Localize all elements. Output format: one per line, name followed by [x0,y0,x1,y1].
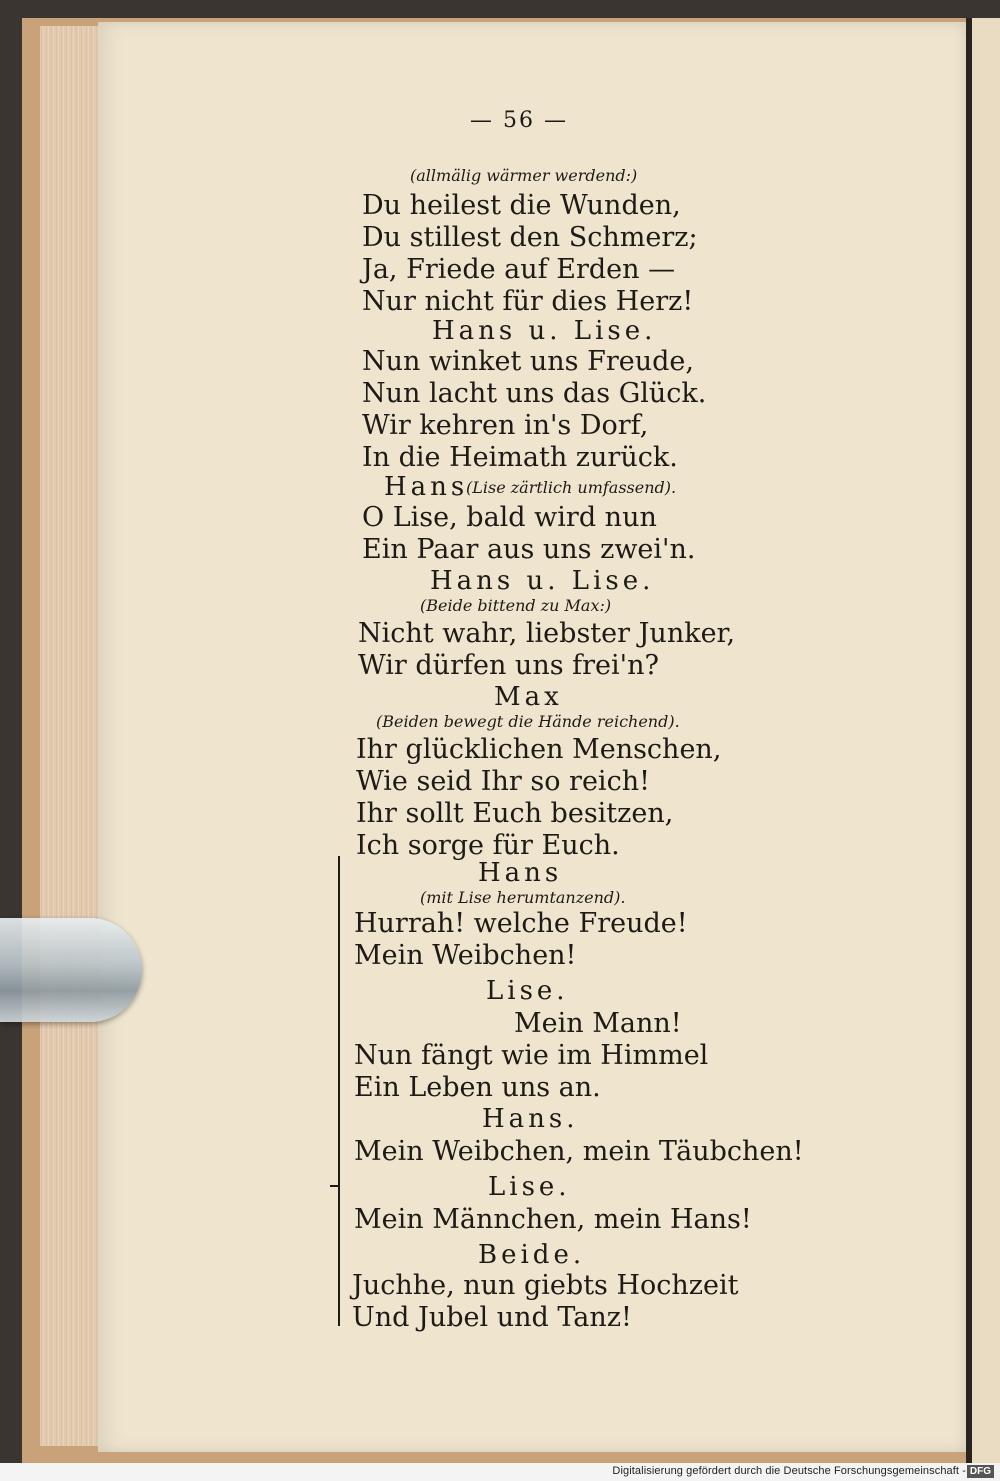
verse-line: Ein Leben uns an. [354,1072,601,1103]
verse-line: In die Heimath zurück. [362,442,678,473]
verse-line: Ein Paar aus uns zwei'n. [362,534,696,565]
speaker-heading: Beide. [478,1240,586,1270]
page-holder-clip [0,918,142,1022]
stage-direction: (Beide bittend zu Max:) [420,596,612,615]
verse-line: Nicht wahr, liebster Junker, [358,618,736,649]
verse-line: Ich sorge für Euch. [356,830,620,861]
speaker-heading: Lise. [488,1172,571,1202]
verse-line: Ihr glücklichen Menschen, [356,734,722,765]
speaker-heading: Hans [478,858,563,888]
speaker-heading: Lise. [486,976,569,1006]
verse-line: Juchhe, nun giebts Hochzeit [352,1270,739,1301]
page-edges [40,26,102,1446]
verse-line: Mein Weibchen, mein Täubchen! [354,1136,804,1167]
ensemble-brace-point [330,1185,340,1187]
speaker-heading: Hans u. Lise. [430,566,655,596]
speaker-heading: Max [494,682,563,712]
verse-line: Mein Weibchen! [354,940,577,971]
facing-page-edge [966,18,1000,1468]
verse-line: Wie seid Ihr so reich! [356,766,650,797]
verse-line: O Lise, bald wird nun [362,502,657,533]
stage-direction: (allmälig wärmer werdend:) [410,166,638,185]
verse-line: Ja, Friede auf Erden — [362,254,676,285]
verse-line: Wir dürfen uns frei'n? [358,650,659,681]
verse-line: Und Jubel und Tanz! [352,1302,632,1333]
verse-line: Hurrah! welche Freude! [354,908,688,939]
verse-line: Nun fängt wie im Himmel [354,1040,709,1071]
speaker-heading: Hans [384,472,469,502]
stage-direction: (mit Lise herumtanzend). [420,888,626,907]
verse-line: Mein Mann! [514,1008,682,1039]
verse-line: Du heilest die Wunden, [362,190,681,221]
speaker-heading: Hans u. Lise. [432,316,657,346]
funding-credit: Digitalisierung gefördert durch die Deutsche Forschungsgemeinschaft - [612,1465,966,1477]
speaker-heading: Hans. [482,1104,579,1134]
verse-line: Nur nicht für dies Herz! [362,286,694,317]
verse-line: Wir kehren in's Dorf, [362,410,649,441]
stage-direction: (Beiden bewegt die Hände reichend). [376,712,680,731]
verse-line: Nun winket uns Freude, [362,346,694,377]
verse-line: Du stillest den Schmerz; [362,222,698,253]
verse-line: Nun lacht uns das Glück. [362,378,707,409]
page-number: — 56 — [470,108,568,133]
ensemble-brace [338,856,350,1326]
stage-direction: (Lise zärtlich umfassend). [466,478,677,497]
dfg-logo: DFG [967,1465,994,1478]
verse-line: Ihr sollt Euch besitzen, [356,798,674,829]
verse-line: Mein Männchen, mein Hans! [354,1204,752,1235]
